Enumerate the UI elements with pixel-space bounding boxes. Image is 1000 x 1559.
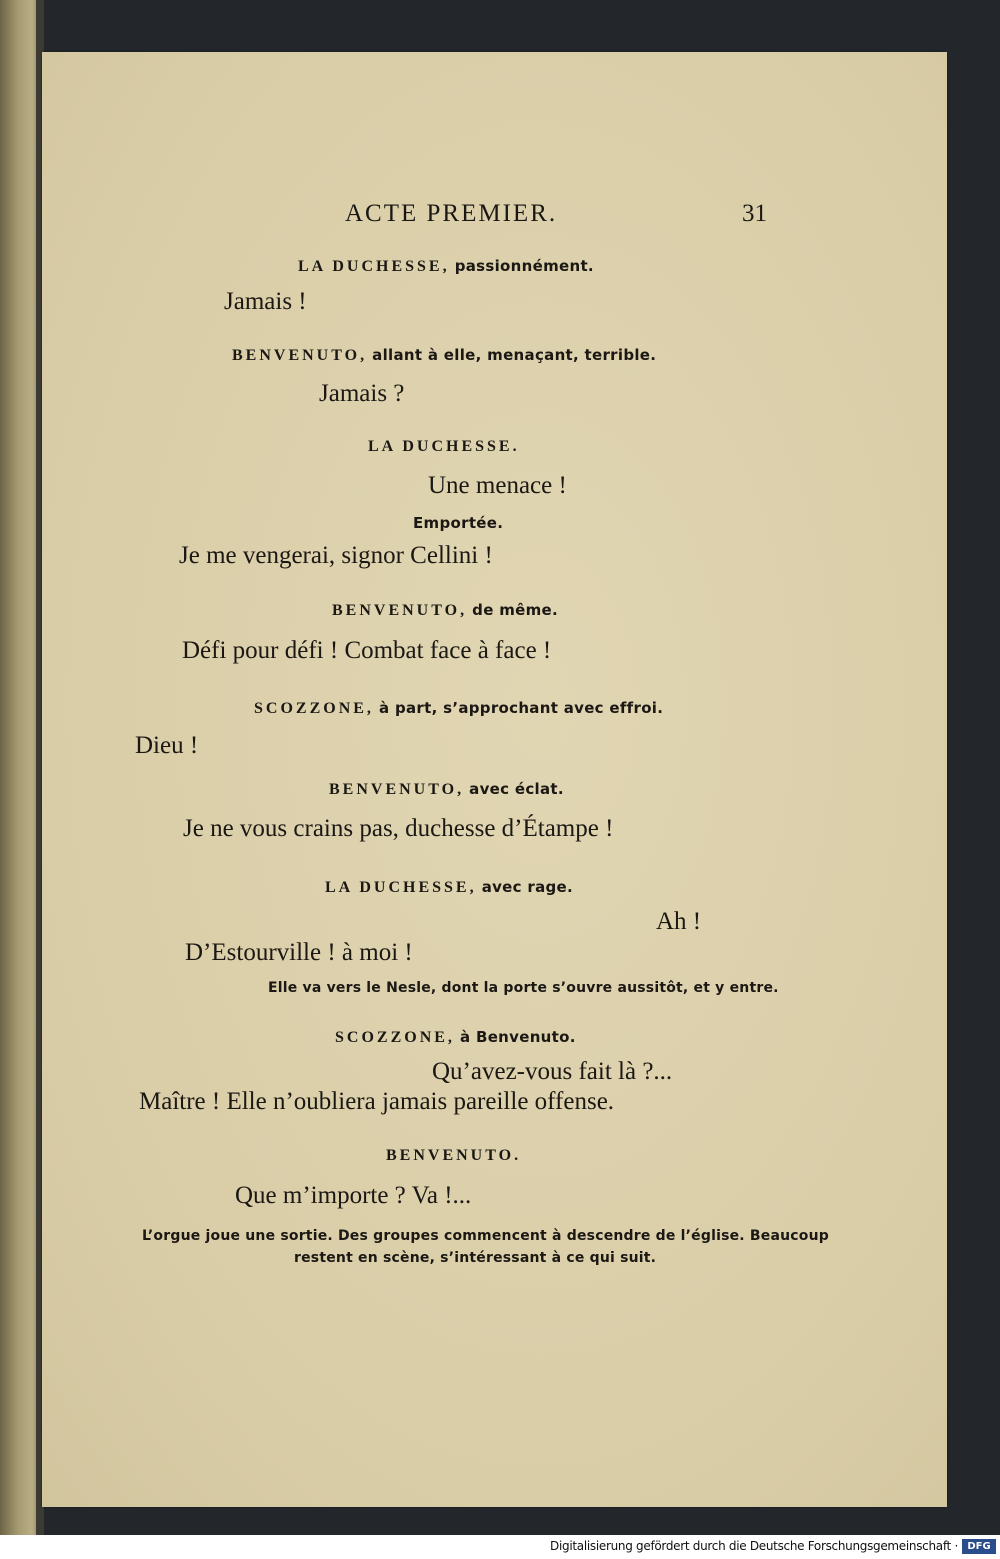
book-page bbox=[42, 52, 947, 1507]
speaker-line bbox=[335, 1027, 576, 1047]
speaker-direction: de même. bbox=[472, 601, 558, 619]
verse-line: Qu’avez-vous fait là ?... bbox=[432, 1058, 673, 1085]
verse-line: D’Estourville ! à moi ! bbox=[185, 939, 413, 966]
stage-direction: Elle va vers le Nesle, dont la porte s’ouvre aussitôt, et y entre. bbox=[268, 980, 779, 996]
speaker-line bbox=[332, 600, 558, 620]
verse-line: Je me vengerai, signor Cellini ! bbox=[179, 542, 493, 569]
verse-line: Ah ! bbox=[656, 908, 702, 935]
speaker-line bbox=[386, 1145, 521, 1165]
page-number: 31 bbox=[742, 200, 767, 227]
verse-line: Une menace ! bbox=[428, 472, 567, 499]
speaker-name: BENVENUTO, bbox=[332, 602, 468, 619]
digitization-footer bbox=[0, 1535, 1000, 1559]
verse-line: Jamais ! bbox=[224, 288, 307, 315]
speaker-name: SCOZZONE, bbox=[254, 700, 374, 717]
speaker-direction: à part, s’approchant avec effroi. bbox=[379, 699, 664, 717]
verse-line: Je ne vous crains pas, duchesse d’Étampe ! bbox=[183, 815, 614, 842]
verse-line: Jamais ? bbox=[319, 380, 405, 407]
speaker-name: BENVENUTO. bbox=[386, 1147, 522, 1164]
speaker-name: BENVENUTO, bbox=[329, 781, 465, 798]
speaker-direction: passionnément. bbox=[454, 257, 594, 275]
speaker-direction: avec rage. bbox=[481, 878, 574, 896]
speaker-line bbox=[368, 436, 520, 456]
speaker-name: SCOZZONE, bbox=[335, 1029, 455, 1046]
verse-line: Que m’importe ? Va !... bbox=[235, 1182, 472, 1209]
speaker-name: LA DUCHESSE, bbox=[298, 258, 450, 275]
speaker-name: LA DUCHESSE, bbox=[325, 879, 477, 896]
stage-direction: Emportée. bbox=[413, 514, 504, 532]
verse-line: Dieu ! bbox=[135, 732, 199, 759]
speaker-line bbox=[329, 779, 564, 799]
book-cover-edge bbox=[0, 0, 40, 1535]
stage-direction: restent en scène, s’intéressant à ce qui suit. bbox=[294, 1250, 657, 1266]
stage-direction: L’orgue joue une sortie. Des groupes commencent à descendre de l’église. Beaucoup bbox=[142, 1228, 829, 1244]
speaker-direction: à Benvenuto. bbox=[460, 1028, 576, 1046]
speaker-line bbox=[232, 345, 656, 365]
dfg-logo: DFG bbox=[962, 1539, 996, 1554]
speaker-direction: avec éclat. bbox=[469, 780, 564, 798]
speaker-name: BENVENUTO, bbox=[232, 347, 368, 364]
verse-line: Défi pour défi ! Combat face à face ! bbox=[182, 637, 552, 664]
verse-line: Maître ! Elle n’oubliera jamais pareille offense. bbox=[139, 1088, 615, 1115]
speaker-name: LA DUCHESSE. bbox=[368, 438, 520, 455]
speaker-line bbox=[298, 256, 594, 276]
funding-credit: Digitalisierung gefördert durch die Deutsche Forschungsgemeinschaft · bbox=[550, 1539, 958, 1553]
speaker-line bbox=[254, 698, 663, 718]
speaker-line bbox=[325, 877, 573, 897]
running-header: ACTE PREMIER. bbox=[345, 200, 558, 227]
speaker-direction: allant à elle, menaçant, terrible. bbox=[372, 346, 657, 364]
